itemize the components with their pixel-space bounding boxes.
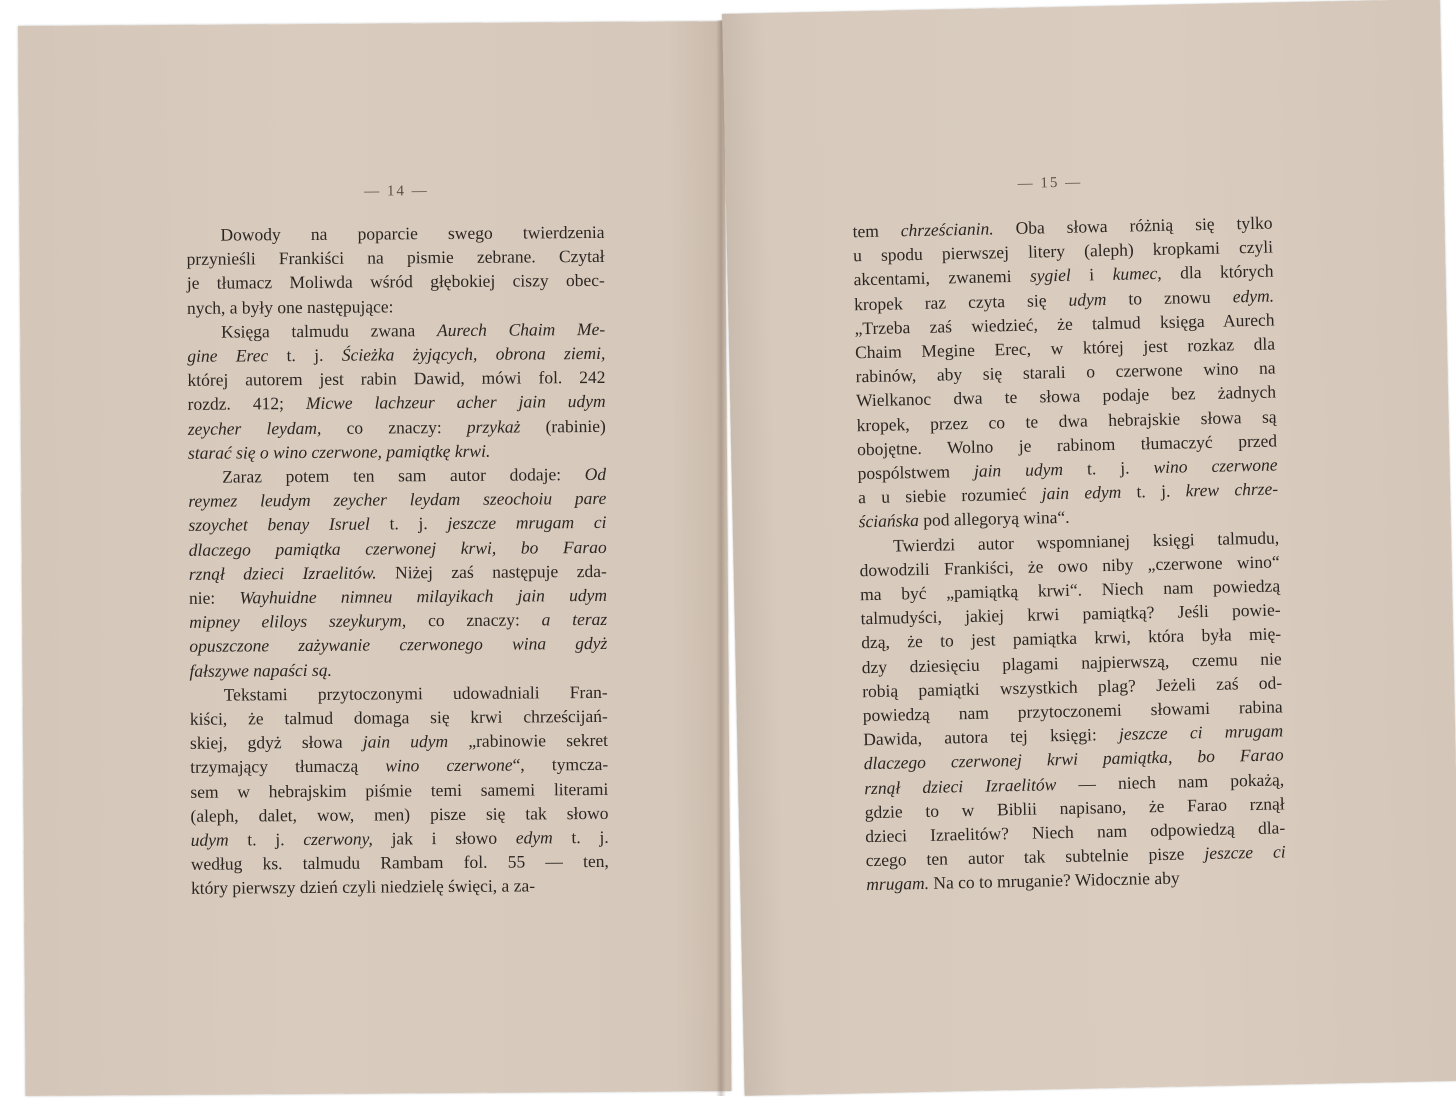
italic-text: Wayhuidne nimneu milayikach jain udym: [239, 584, 608, 608]
italic-text: wino czerwone: [385, 755, 513, 776]
text-segment: przynieśli Frankiści na pismie zebrane. Czytał: [186, 246, 605, 270]
italic-text: edym: [515, 827, 553, 848]
italic-text: Aurech Chaim Me-: [436, 318, 606, 340]
italic-text: jeszcze mrugam ci: [447, 512, 607, 534]
text-line: [187, 268, 605, 295]
text-line: [190, 704, 608, 731]
text-segment: (rabinie): [520, 415, 606, 437]
text-line: [191, 873, 609, 900]
text-segment: Wielkanoc dwa te słowa podaje bez żadnych: [855, 381, 1277, 411]
text-segment: jak i słowo: [372, 827, 516, 849]
text-segment: Na co to mruganie? Widocznie aby: [928, 868, 1180, 894]
text-segment: t. j.: [1062, 457, 1154, 479]
italic-text: jain udym: [362, 731, 449, 752]
italic-text: edym.: [1232, 285, 1275, 306]
text-line: [189, 607, 607, 634]
text-segment: — niech nam pokażą,: [1056, 769, 1285, 794]
italic-text: Micwe lachzeur acher jain udym: [305, 391, 606, 414]
italic-text: dlaczego pamiątka czerwonej krwi, bo Farao: [188, 536, 607, 560]
italic-text: szoychet benay Isruel: [188, 513, 370, 536]
italic-text: przykaż: [466, 416, 521, 437]
text-segment: dzy dziesięciu plagami najpierwszą, czemu nie: [861, 648, 1282, 677]
text-segment: co znaczy:: [406, 609, 542, 631]
text-segment: Księga talmudu zwana: [221, 319, 438, 342]
text-segment: skiej, gdyż słowa: [189, 731, 363, 754]
text-segment: sem w hebrajskim piśmie temi samemi literami: [190, 778, 609, 802]
text-line: [187, 293, 605, 320]
text-segment: robią pamiątki wszystkich plag? Jeżeli zaś od-: [862, 672, 1283, 702]
italic-text: chrześcianin.: [900, 218, 994, 241]
text-line: [189, 631, 607, 658]
text-line: [190, 680, 608, 707]
italic-text: a teraz: [541, 609, 608, 630]
paragraph: [859, 525, 1287, 897]
text-segment: kropek, przez co te dwa hebrajskie słowa są: [856, 406, 1277, 435]
text-segment: „Trzeba zaś wiedzieć, że talmud księga Aurech: [854, 309, 1275, 339]
page-number-right: — 15 —: [1017, 174, 1083, 192]
text-line: [189, 559, 607, 586]
paragraph: [186, 220, 605, 320]
text-line: [189, 535, 607, 562]
text-segment: według ks. talmudu Rambam fol. 55 — ten,: [190, 851, 609, 875]
text-line: [191, 825, 609, 852]
text-line: [188, 414, 606, 441]
text-segment: gdzie to w Biblii napisano, że Farao rznął: [864, 793, 1285, 823]
text-line: [186, 220, 604, 247]
italic-text: Ścieżka żyjących, obrona ziemi,: [341, 342, 606, 365]
italic-text: czerwony,: [303, 828, 373, 850]
text-segment: Twierdzi autor wspomnianej księgi talmudu,: [892, 527, 1280, 556]
text-segment: obojętne. Wolno je rabinom tłumaczyć przed: [856, 430, 1278, 460]
text-segment: kiści, że talmud domaga się krwi chrześcijań-: [189, 705, 608, 729]
text-segment: nie:: [188, 587, 240, 608]
text-segment: kropek raz czyta się: [853, 289, 1069, 314]
text-segment: pod allegoryą wina“.: [918, 507, 1070, 531]
text-segment: talmudyści, jakiej krwi pamiątką? Jeśli powie-: [860, 599, 1281, 629]
italic-text: reymez leudym zeycher leydam szeochoiu pare: [188, 488, 607, 512]
text-line: [188, 389, 606, 416]
text-segment: je tłumacz Moliwda wśród głębokiej ciszy obec-: [186, 270, 605, 294]
paragraph: [188, 462, 608, 683]
paragraph: [187, 317, 606, 465]
text-line: [190, 728, 608, 755]
italic-text: fałszywe napaści są.: [189, 659, 333, 681]
italic-text: rznął dzieci Izraelitów.: [188, 562, 377, 584]
text-segment: powiedzą nam przytoczonemi słowami rabina: [862, 696, 1283, 726]
text-line: [188, 486, 606, 513]
italic-text: mrugam.: [866, 873, 930, 895]
italic-text: jain udym: [973, 458, 1064, 481]
italic-text: starać się o wino czerwone, pamiątkę krwi.: [187, 440, 491, 463]
italic-text: kumec,: [1112, 263, 1162, 285]
text-segment: nych, a były one następujące:: [186, 295, 394, 318]
paragraph: [852, 211, 1278, 534]
right-page: [722, 0, 1456, 1096]
text-line: [190, 752, 608, 779]
page-number-left: — 14 —: [364, 183, 429, 200]
text-segment: co znaczy:: [321, 416, 467, 438]
italic-text: zeycher leydam,: [187, 417, 322, 439]
text-segment: Chaim Megine Erec, w której jest rozkaz dla: [854, 333, 1276, 363]
text-line: [189, 656, 607, 683]
text-segment: czego ten autor tak subtelnie pisze: [865, 843, 1205, 871]
text-segment: rabinów, aby się starali o czerwone wino na: [855, 357, 1276, 387]
text-segment: dzą, że to jest pamiątka krwi, która była mię-: [860, 623, 1282, 653]
text-line: [191, 849, 609, 876]
text-segment: dzieci Izraelitów? Niech nam odpowiedzą dla-: [865, 817, 1286, 847]
text-segment: Zaraz potem ten sam autor dodaje:: [222, 464, 585, 487]
text-segment: Dowody na poparcie swego twierdzenia: [220, 221, 605, 245]
text-line: [187, 317, 605, 344]
text-segment: t. j.: [552, 826, 609, 848]
italic-text: jeszcze ci: [1204, 841, 1286, 864]
italic-text: jain edym: [1041, 481, 1122, 504]
text-segment: akcentami, zwanemi: [853, 266, 1031, 290]
text-segment: tem: [852, 220, 901, 242]
text-segment: (aleph, dalet, wow, men) pisze się tak słowo: [190, 802, 609, 826]
italic-text: dlaczego czerwonej krwi pamiątka, bo Farao: [863, 744, 1284, 774]
text-segment: dla których: [1161, 260, 1274, 284]
left-page: [18, 21, 731, 1096]
text-segment: t. j.: [228, 829, 304, 850]
italic-text: mipney eliloys szeykurym,: [189, 610, 407, 633]
italic-text: opuszczone zażywanie czerwonego wina gdyż: [189, 633, 608, 657]
text-segment: “, tymcza-: [512, 754, 609, 776]
text-line: [190, 777, 608, 804]
text-segment: a u siebie rozumieć: [857, 483, 1043, 508]
italic-text: ściańska: [858, 510, 920, 532]
text-segment: t. j.: [268, 344, 342, 366]
text-segment: pospólstwem: [857, 460, 975, 484]
text-segment: której autorem jest rabin Dawid, mówi fol. 242: [187, 367, 606, 391]
italic-text: jeszcze ci mrugam: [1118, 720, 1284, 745]
italic-text: sygiel: [1029, 265, 1072, 287]
italic-text: rznął dzieci Izraelitów: [864, 773, 1057, 798]
text-segment: u spodu pierwszej litery (aleph) kropkami czyli: [852, 236, 1274, 266]
left-page-text: [186, 220, 609, 901]
text-line: [187, 365, 605, 392]
text-segment: Oba słowa różnią się tylko: [993, 212, 1273, 239]
italic-text: wino czerwone: [1153, 454, 1278, 478]
text-segment: Tekstami przytoczonymi udowadniali Fran-: [223, 681, 608, 705]
paragraph: [190, 680, 610, 901]
right-page-text: [852, 211, 1286, 897]
italic-text: udym: [190, 829, 229, 850]
text-line: [187, 244, 605, 271]
italic-text: udym: [1068, 288, 1107, 310]
text-line: [189, 583, 607, 610]
text-line: [188, 438, 606, 465]
italic-text: Od: [584, 463, 607, 485]
text-segment: rozdz. 412;: [187, 393, 306, 415]
text-line: [190, 801, 608, 828]
text-segment: t. j.: [1121, 480, 1186, 502]
italic-text: krew chrze-: [1185, 478, 1279, 501]
book-gutter: [716, 20, 726, 1096]
text-segment: który pierwszy dzień czyli niedzielę święci, a za-: [190, 875, 536, 899]
text-line: [188, 462, 606, 489]
text-line: [188, 510, 606, 537]
text-segment: dowodzili Frankiści, że owo niby „czerwone wino“: [859, 551, 1280, 581]
text-segment: t. j.: [369, 513, 448, 534]
italic-text: gine Erec: [187, 345, 269, 366]
text-segment: Niżej zaś następuje zda-: [376, 560, 607, 583]
text-line: [187, 341, 605, 368]
text-segment: trzymający tłumaczą: [190, 755, 386, 778]
text-segment: Dawida, autora tej księgi:: [863, 724, 1120, 750]
text-segment: „rabinowie sekret: [448, 730, 609, 752]
text-segment: ma być „pamiątką krwi“. Niech nam powiedzą: [859, 575, 1281, 605]
text-segment: to znowu: [1106, 285, 1233, 309]
text-segment: i: [1070, 264, 1113, 286]
